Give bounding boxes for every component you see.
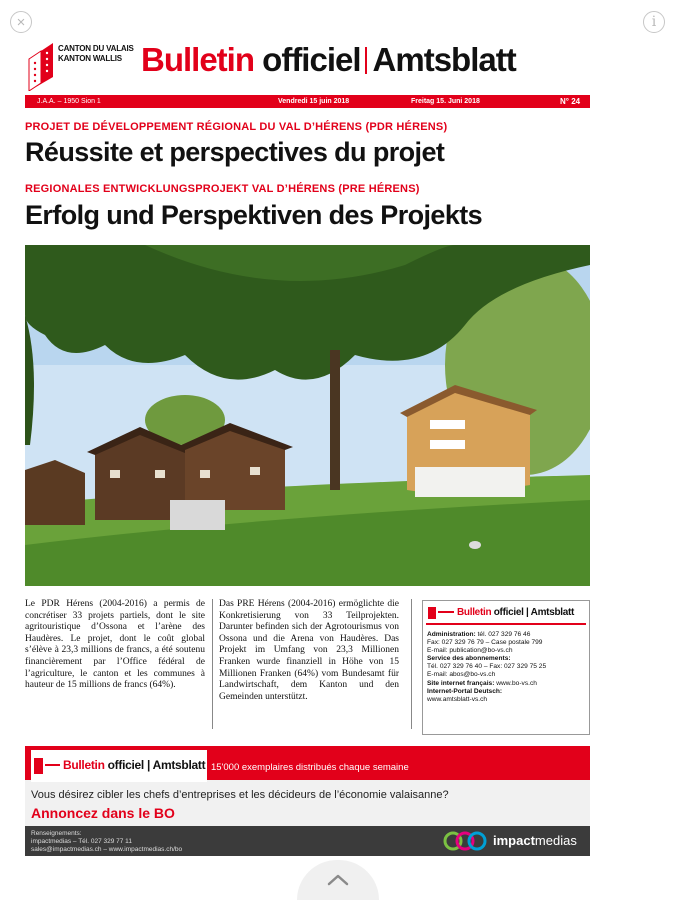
headline-de: Erfolg und Perspektiven des Projekts [25, 200, 483, 230]
infobox-contacts: Administration: tél. 027 329 76 46 Fax: 027 329 76 79 – Case postale 799 E-mail: publication@bo-vs.ch Service des abonnements: Tél. 027 329 76 40 – Fax: 027 329 75 25 E-mail: abos@bo-vs.ch Site internet français: www.bo-vs.ch Internet-Portal Deutsch: www.amtsblatt-vs.ch [427, 631, 547, 703]
ad-logo: Bulletin officiel | Amtsblatt [31, 750, 207, 782]
ad-question: Vous désirez cibler les chefs d’entreprises et les décideurs de l’économie valaisanne? [31, 789, 449, 801]
masthead-title: Bulletin officiel Amtsblatt [141, 41, 516, 78]
ad-cta[interactable]: Annoncez dans le BO [31, 805, 175, 821]
info-icon: i [651, 14, 657, 30]
ad-footer: Renseignements: impactmedias – Tél. 027 329 77 11 sales@impactmedias.ch – www.impactmedias.ch/bo impactmedias [25, 826, 590, 856]
infobox-title: Bulletin officiel | Amtsblatt [457, 607, 575, 618]
advertisement-banner[interactable] [25, 746, 590, 856]
newspaper-page [25, 38, 590, 856]
site-de-link[interactable]: www.amtsblatt-vs.ch [427, 695, 488, 703]
kicker-de: REGIONALES ENTWICKLUNGSPROJEKT VAL D’HÉRENS (PRE HÉRENS) [25, 183, 420, 195]
article-body-fr: Le PDR Hérens (2004-2016) a permis de concrétiser 33 projets partiels, dont le site agritouristique d’Ossona et l’arène des Haudères. Le projet, dont le coût global s’élève à 23,3 millions de francs, a été soutenu financièrement par l’Office fédéral de l’agriculture, le canton et les communes à hauteur de 15 millions de francs (64%). [25, 599, 205, 691]
issue-date-de: Freitag 15. Juni 2018 [411, 98, 480, 105]
info-button[interactable] [643, 11, 665, 33]
issue-date-fr: Vendredi 15 juin 2018 [278, 98, 350, 105]
scroll-up-button[interactable] [297, 860, 379, 900]
issue-number: N° 24 [560, 97, 581, 106]
site-fr-link[interactable]: www.bo-vs.ch [496, 679, 537, 687]
ad-tagline: 15'000 exemplaires distribués chaque semaine [211, 762, 409, 773]
village-chalets-photo [25, 245, 590, 586]
close-icon: × [16, 14, 26, 31]
impactmedias-brand: impactmedias [493, 833, 577, 848]
kicker-fr: PROJET DE DÉVELOPPEMENT RÉGIONAL DU VAL D’HÉRENS (PDR HÉRENS) [25, 121, 448, 133]
headline-fr: Réussite et perspectives du projet [25, 137, 445, 167]
chevron-up-icon [327, 874, 349, 886]
column-divider [212, 599, 213, 729]
column-divider [411, 599, 412, 729]
mini-logo-icon [428, 607, 454, 619]
contact-infobox [422, 600, 590, 735]
issue-info-bar [25, 95, 590, 108]
close-button[interactable] [10, 11, 32, 33]
subs-email-link[interactable]: E-mail: abos@bo-vs.ch [427, 671, 496, 679]
postal-info: J.A.A. – 1950 Sion 1 [37, 98, 101, 105]
impactmedias-logo-icon [443, 829, 489, 853]
admin-email-link[interactable]: E-mail: publication@bo-vs.ch [427, 647, 513, 655]
article-body-de: Das PRE Hérens (2004-2016) ermöglichte die Konkretisierung von 33 Teilprojekten. Darunter befinden sich der Agrotourismus von Ossona und die Arena von Haudères. Das Projekt im Umfang von 23,3 Millionen Franken wurde finanziell in Höhe von 15 Millionen Franken (64%) vom Bundesamt für Landwirtschaft, dem Kanton und den Gemeinden unterstützt. [219, 599, 399, 702]
canton-name: CANTON DU VALAIS KANTON WALLIS [58, 44, 134, 63]
valais-coat-of-arms-logo [25, 41, 55, 91]
ad-logo-icon [34, 758, 60, 774]
